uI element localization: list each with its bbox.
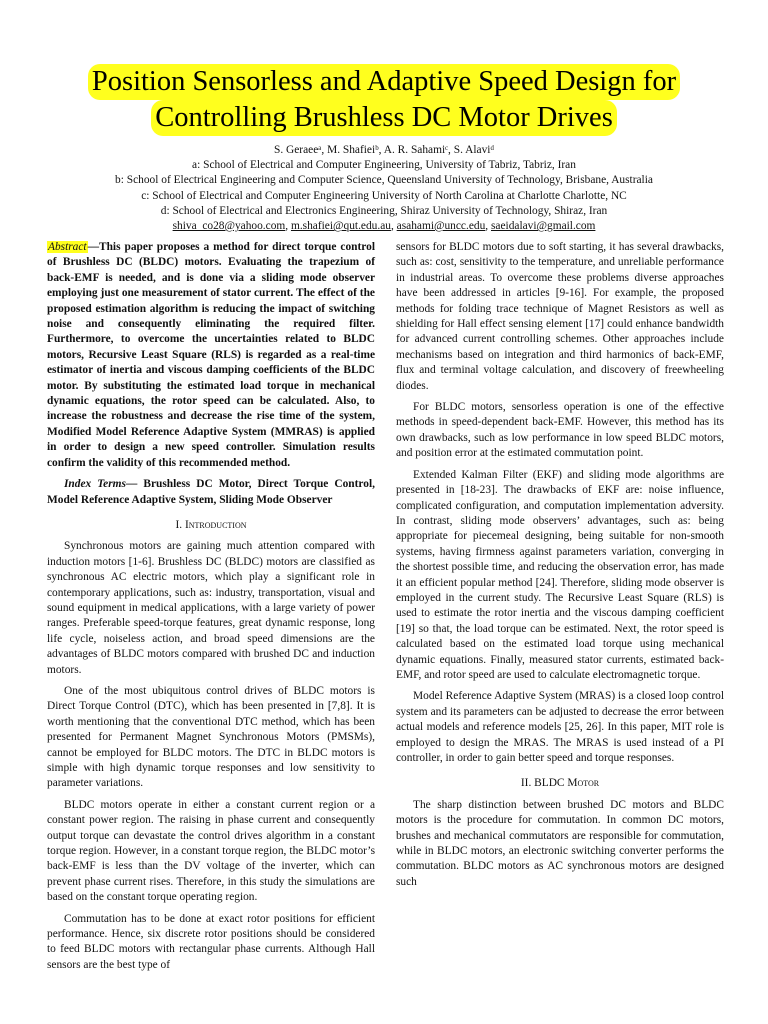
paragraph: sensors for BLDC motors due to soft starting, it has several drawbacks, such as: cost, sensitivity to the temperature, and unreliable performance in industrial areas. To overcome these problems diverse approaches have been addressed in articles [9-16]. For example, the proposed methods for folding trace technique of Magnet Resistors as well as shielding for Hall effect sensing element [17] could enhance bandwidth for advanced current controlling schemes. Other approaches include mechanisms based on integration and third harmonics of back-EMF, flux and terminal voltage calculation, and discovery of freewheeling diodes. bbox=[396, 241, 724, 392]
author-block bbox=[0, 143, 768, 234]
section-heading-bldc-motor: II. BLDC Motor bbox=[520, 777, 600, 790]
email-link[interactable]: saeidalavi@gmail.com bbox=[490, 220, 596, 233]
paper-title bbox=[0, 64, 768, 136]
abstract-label: Abstract bbox=[48, 241, 87, 253]
affiliation-a: a: School of Electrical and Computer Engineering, University of Tabriz, Tabriz, Iran bbox=[192, 159, 576, 172]
right-column bbox=[396, 240, 724, 896]
author-names: S. Geraeeᵃ, M. Shafieiᵇ, A. R. Sahamiᶜ, S. Alaviᵈ bbox=[273, 144, 494, 156]
paragraph: Extended Kalman Filter (EKF) and sliding mode algorithms are presented in [18-23]. The drawbacks of EKF are: noise influence, complicated configuration, and computation implementation adversity. In contrast, sliding mode observers’ advantages, such as: being appropriate for piecemeal designing, being suitable for non-smooth systems, having firmness against parameters variation, converging in the shortest possible time, and reducing the observation error, has made it an efficient popular method [24]. Therefore, sliding mode observer is employed in the current study. The Recursive Least Square (RLS) is used to estimate the rotor inertia and the viscous damping coefficient [19] so that, the load torque can be estimated. Next, the rotor speed is calculated based on the estimated load torque using mechanical dynamic equations. Finally, measured stator currents, estimated back-EMF, and rotor speed are used to calculate electromagnetic torque. bbox=[396, 468, 724, 681]
email-link[interactable]: shiva_co28@yahoo.com bbox=[172, 220, 286, 233]
title-line-1: Position Sensorless and Adaptive Speed Design for bbox=[88, 64, 680, 100]
paragraph: Model Reference Adaptive System (MRAS) is a closed loop control system and its parameters can be adjusted to decrease the error between actual models and reference models [25, 26]. In this paper, MIT role is employed to design the MRAS. The MRAS is used instead of a PI controller, in order to gain better speed and torque responses. bbox=[396, 690, 724, 764]
left-column bbox=[47, 240, 375, 979]
paragraph: Commutation has to be done at exact rotor positions for efficient performance. Hence, six discrete rotor positions should be considered to feed BLDC motors with rectangular phase currents. Although Hall sensors are the best type of bbox=[47, 912, 375, 971]
paragraph: The sharp distinction between brushed DC motors and BLDC motors is the procedure for commutation. In common DC motors, brushes and mechanical commutators are responsible for commutation, while in BLDC motors, an electronic switching converter performs the commutation. BLDC motors as AC synchronous motors are designed such bbox=[396, 798, 724, 888]
affiliation-b: b: School of Electrical Engineering and Computer Science, Queensland University of Technology, Brisbane, Australia bbox=[115, 174, 653, 187]
affiliation-c: c: School of Electrical and Computer Engineering University of North Carolina at Charlotte Charlotte, NC bbox=[141, 189, 627, 202]
paragraph: For BLDC motors, sensorless operation is one of the effective methods in speed-dependent back-EMF. However, this method has its own drawbacks, such as low performance in low speed BLDC motors, and position error at the estimated commutation point. bbox=[396, 401, 724, 460]
email-list: shiva_co28@yahoo.com, m.shafiei@qut.edu.au, asahami@uncc.edu, saeidalavi@gmail.com bbox=[172, 220, 596, 233]
affiliation-d: d: School of Electrical and Electronics Engineering, Shiraz University of Technology, Shiraz, Iran bbox=[160, 204, 608, 217]
email-link[interactable]: asahami@uncc.edu bbox=[396, 220, 486, 233]
index-terms-text: Brushless DC Motor, Direct Torque Control, Model Reference Adaptive System, Sliding Mode Observer bbox=[47, 478, 375, 506]
abstract bbox=[47, 240, 375, 471]
paragraph: BLDC motors operate in either a constant current region or a constant power region. The raising in phase current and consequently output torque can devastate the control drives algorithm in a constant torque region. However, in a constant torque region, the BLDC motor’s back-EMF is less than the DV voltage of the inverter, which can prevent phase current rises. Therefore, in this study the simulations are based on the constant torque operating region. bbox=[47, 798, 375, 904]
title-line-2: Controlling Brushless DC Motor Drives bbox=[151, 100, 617, 136]
paragraph: One of the most ubiquitous control drives of BLDC motors is Direct Torque Control (DTC), which has been presented in [7,8]. It is worth mentioning that the conventional DTC method, which has been presented for Permanent Magnet Synchronous Motors (PMSMs), cannot be employed for BLDC motors. The DTC in BLDC motors is simple with high dynamic torque responses and low sensitivity to parameter variations. bbox=[47, 684, 375, 790]
paragraph: Synchronous motors are gaining much attention compared with induction motors [1-6]. Brushless DC (BLDC) motors are classified as synchronous AC electric motors, which play a significant role in contemporary applications, such as: industry, transportation, visual and sound equipment in medical applications, with a large variety of power ranges. Preferable speed-torque features, great dynamic response, long life cycle, noiseless action, and broad speed dimensions are the advantages of BLDC motors compared with brushed DC and induction motors. bbox=[47, 540, 375, 676]
index-terms-label: Index Terms— bbox=[64, 478, 138, 491]
abstract-text: —This paper proposes a method for direct torque control of Brushless DC (BLDC) motors. Evaluating the trapezium of back-EMF is needed, and is done via a sliding mode observer employing just one measurement of stator current. The effect of the proposed estimation algorithm is reducing the impact of switching noise and consequently eliminating the required filter. Furthermore, to overcome the uncertainties related to BLDC motors, Recursive Least Square (RLS) is regarded as a real-time estimator of inertia and viscous damping coefficients of the BLDC motor. By substituting the estimated load torque in mechanical dynamic equations, the rotor speed can be calculated. Also, to increase the robustness and decrease the rise time of the system, Modified Model Reference Adaptive System (MMRAS) is applied in order to design a new speed controller. Simulation results confirm the validity of this recommended method. bbox=[47, 241, 375, 469]
index-terms bbox=[47, 477, 375, 508]
section-heading-introduction: I. Introduction bbox=[175, 518, 247, 531]
email-link[interactable]: m.shafiei@qut.edu.au bbox=[290, 220, 391, 233]
